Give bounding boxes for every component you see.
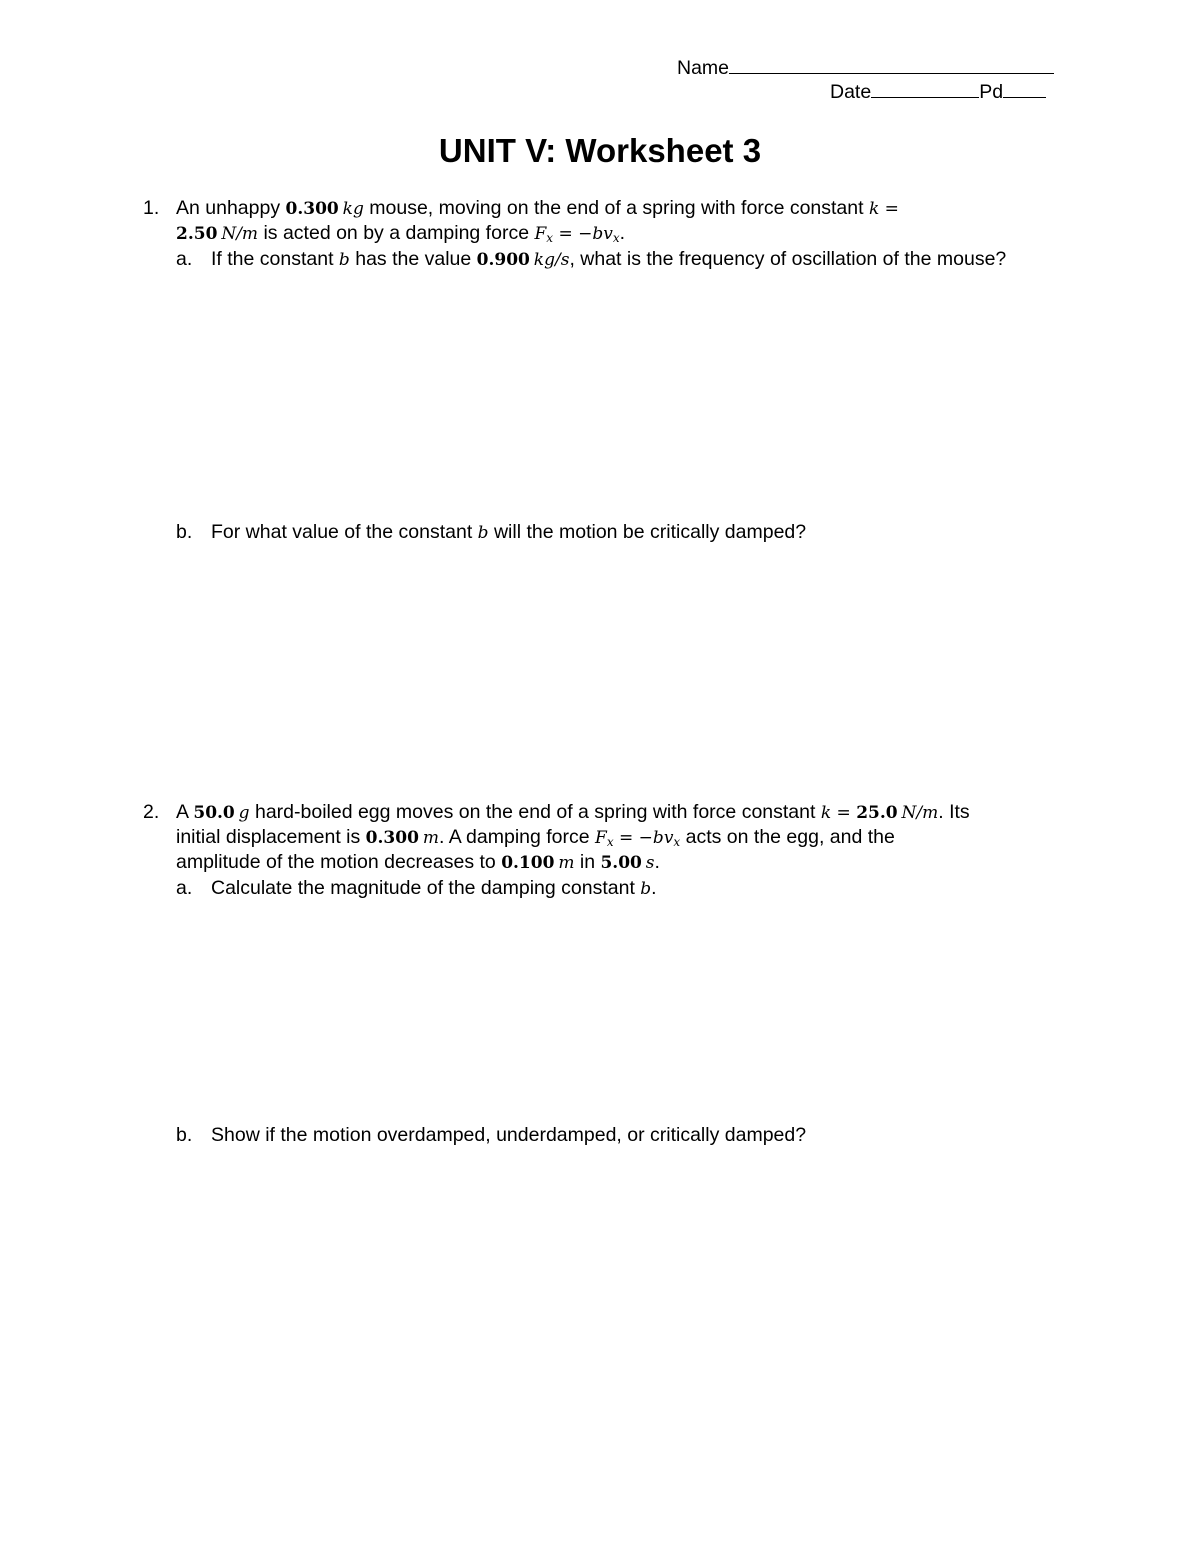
- q1-force-rhs: = −b: [553, 224, 604, 244]
- q1-k-value: 2.50: [176, 224, 218, 244]
- q1b-text-1: For what value of the constant: [211, 521, 478, 543]
- q1-force-F: F: [534, 224, 547, 244]
- q1-force-sub: x: [546, 231, 554, 245]
- q2-amp-unit: m: [558, 853, 575, 873]
- q1-force: [534, 224, 619, 244]
- q2a-label: a.: [176, 877, 193, 899]
- q2-text-g: amplitude of the motion decreases to: [176, 851, 502, 873]
- q2-disp-unit: m: [422, 828, 439, 848]
- q1a-b-symbol: b: [338, 250, 350, 270]
- q2-force-F: F: [595, 828, 607, 848]
- name-label: Name: [677, 57, 730, 79]
- q1a-text-1: If the constant: [211, 248, 339, 270]
- q1-force-v: v: [603, 224, 613, 244]
- name-field[interactable]: [677, 56, 1054, 80]
- q2-force-rhs: = −b: [613, 828, 664, 848]
- date-blank[interactable]: [871, 80, 979, 98]
- q2-force-sub: x: [606, 835, 614, 849]
- q2-force: [595, 828, 680, 848]
- q2-mass: 50.0: [193, 803, 235, 823]
- q1-number: [143, 196, 159, 220]
- q1-line-2: [176, 221, 625, 250]
- q2a-period: .: [651, 877, 657, 899]
- q1b-line: [176, 520, 192, 544]
- q1-number-text: 1.: [143, 197, 160, 219]
- q1-text-c: is acted on by a damping force: [258, 222, 535, 244]
- q2-number-text: 2.: [143, 801, 160, 823]
- q2-number: [143, 800, 159, 824]
- q1a-line: [176, 247, 192, 271]
- q1-mass: 0.300: [285, 199, 339, 219]
- q2-mass-unit: g: [238, 803, 250, 823]
- q2-displacement: 0.300: [365, 828, 419, 848]
- q1-force-vsub: x: [612, 231, 620, 245]
- date-label: Date: [830, 81, 872, 103]
- q1-text-b: mouse, moving on the end of a spring with force constant: [363, 197, 869, 219]
- q1a-b-unit: kg/s: [533, 250, 570, 270]
- q2a-line: [176, 876, 192, 900]
- q1-k-symbol: k: [868, 199, 880, 219]
- q2-text-f: acts on the egg, and the: [680, 826, 895, 848]
- q2-time: 5.00: [600, 853, 642, 873]
- q2a-b-symbol: b: [640, 879, 652, 899]
- q2-text-b: hard-boiled egg moves on the end of a spring with force constant: [249, 801, 821, 823]
- q1-k-unit: N/m: [221, 224, 259, 244]
- q1a-text-2: has the value: [349, 248, 477, 270]
- q1a-b-value: 0.900: [476, 250, 530, 270]
- q2a-text: Calculate the magnitude of the damping constant: [211, 877, 641, 899]
- q1b-text-line: [211, 520, 806, 545]
- q1-text-a: An unhappy: [176, 197, 286, 219]
- q2-force-vsub: x: [673, 835, 681, 849]
- q2a-text-line: [211, 876, 657, 901]
- q2-amplitude: 0.100: [501, 853, 555, 873]
- q2-k-eq: k =: [820, 803, 857, 823]
- q2b-line: [176, 1123, 192, 1147]
- date-period-field[interactable]: [830, 80, 1046, 104]
- q2-k-unit: N/m: [901, 803, 939, 823]
- q1b-b-symbol: b: [477, 523, 489, 543]
- q2b-label: b.: [176, 1124, 193, 1146]
- q1a-text-line: [211, 247, 1006, 272]
- period-blank[interactable]: [1003, 80, 1046, 98]
- q2b-text: Show if the motion overdamped, underdamped, or critically damped?: [211, 1124, 807, 1146]
- q2-k-value: 25.0: [856, 803, 898, 823]
- q2b-text-line: [211, 1123, 806, 1147]
- q2-force-v: v: [663, 828, 674, 848]
- q1b-text-2: will the motion be critically damped?: [488, 521, 807, 543]
- q2-text-a: A: [176, 801, 194, 823]
- q1-equals: =: [879, 199, 899, 219]
- q2-period: .: [654, 851, 660, 873]
- page-title: UNIT V: Worksheet 3: [438, 132, 762, 169]
- q1-mass-unit: kg: [342, 199, 364, 219]
- q1-period: .: [619, 222, 626, 244]
- q1a-label: a.: [176, 248, 193, 270]
- q2-line-3: [176, 850, 660, 875]
- period-label: Pd: [979, 81, 1004, 103]
- q2-time-unit: s: [645, 853, 655, 873]
- q2-line-1: [176, 800, 970, 825]
- q2-text-e: . A damping force: [438, 826, 596, 848]
- name-blank[interactable]: [729, 56, 1054, 74]
- q1a-text-3: , what is the frequency of oscillation of the mouse?: [569, 248, 1007, 270]
- q1-line-1: [176, 196, 899, 221]
- q2-text-h: in: [574, 851, 601, 873]
- q1b-label: b.: [176, 521, 193, 543]
- q2-text-d: initial displacement is: [176, 826, 366, 848]
- q2-text-c: . Its: [938, 801, 970, 823]
